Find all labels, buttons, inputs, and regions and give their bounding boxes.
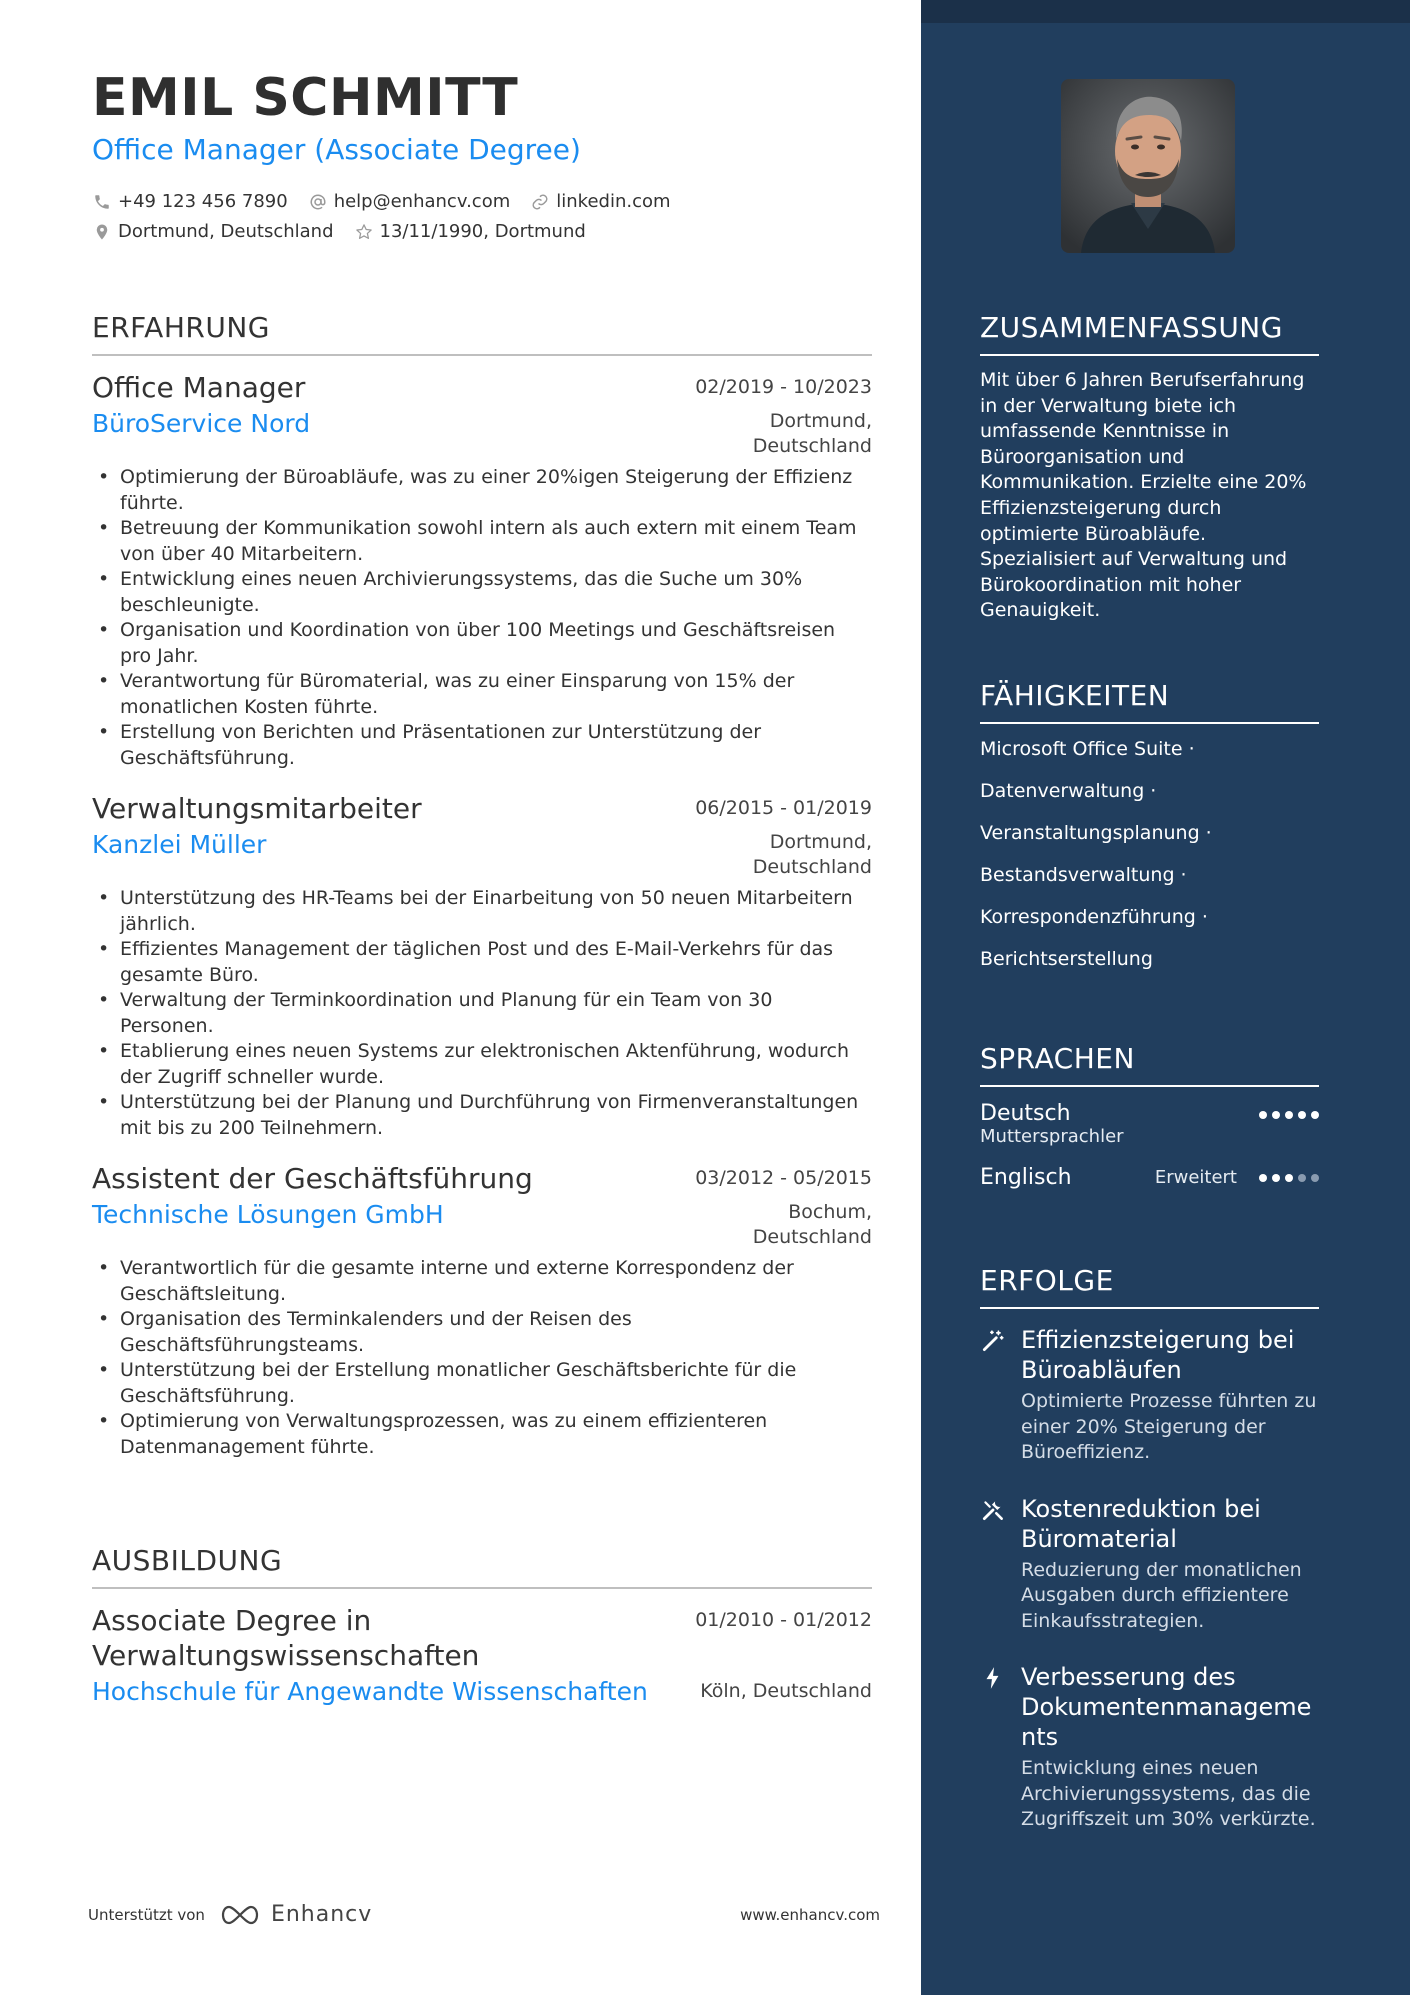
summary-text: Mit über 6 Jahren Berufserfahrung in der Verwaltung biete ich umfassende Kenntnisse in Büroorganisation und Kommunikation. Erzielte eine 20% Effizienzsteigerung durch optimierte Büroabläufe. Spezialisiert auf Verwaltung und Bürokoordination mit hoher Genauigkeit. [980,369,1307,622]
email-text: help@enhancv.com [333,191,511,213]
bullet-item: • Unterstützung bei der Planung und Durchführung von Firmenveranstaltungen mit bis zu 200 Teilnehmern. [92,1090,872,1141]
degree-line-1: Associate Degree in [92,1604,372,1637]
experience-section [92,311,872,1460]
achievements-title: ERFOLGE [980,1264,1319,1309]
job-location-city: Dortmund, [769,410,872,432]
main-column [92,70,872,247]
skill-item: Berichtserstellung [980,948,1153,970]
candidate-title: Office Manager (Associate Degree) [92,133,581,167]
job-company: Kanzlei Müller [92,830,267,859]
bullet-item: • Organisation und Koordination von über 100 Meetings und Geschäftsreisen pro Jahr. [92,618,872,669]
achievements-section [980,1264,1319,1833]
language-item [980,1101,1319,1147]
skill-item: Microsoft Office Suite · [980,738,1195,760]
language-level: Erweitert [1154,1167,1237,1188]
bullet-item: • Erstellung von Berichten und Präsentationen zur Unterstützung der Geschäftsführung. [92,720,872,771]
job-location [753,409,872,459]
job-location [753,830,872,880]
skills-section [980,679,1319,980]
bullet-item: • Entwicklung eines neuen Archivierungssystems, das die Suche um 30% beschleunigte. [92,567,872,618]
skill-item: Veranstaltungsplanung · [980,822,1212,844]
lightning-icon [980,1665,1006,1691]
phone-icon [92,192,112,212]
bullet-item: • Unterstützung des HR-Teams bei der Einarbeitung von 50 neuen Mitarbeitern jährlich. [92,886,872,937]
brand-logo[interactable] [217,1902,372,1927]
linkedin-text: linkedin.com [556,191,671,213]
language-name: Englisch [980,1165,1072,1190]
bullet-item: • Verantwortlich für die gesamte interne und externe Korrespondenz der Geschäftsleitung. [92,1256,872,1307]
email-contact[interactable] [308,191,511,212]
skill-item: Korrespondenzführung · [980,906,1208,928]
bullet-item: • Etablierung eines neuen Systems zur elektronischen Aktenführung, wodurch der Zugriff schneller wurde. [92,1039,872,1090]
job-bullets [92,1256,872,1460]
achievement-title: Verbesserung des Dokumentenmanageme nts [1021,1663,1312,1751]
powered-by [88,1902,372,1927]
sidebar-top-bar [921,0,1410,23]
language-item [980,1165,1319,1190]
location-contact [92,221,334,242]
education-location: Köln, Deutschland [700,1680,872,1702]
rating-dot-empty [1298,1174,1306,1182]
skill-item: Bestandsverwaltung · [980,864,1187,886]
degree-title [92,1603,479,1673]
school-name: Hochschule für Angewandte Wissenschaften [92,1677,648,1706]
powered-by-label: Unterstützt von [88,1905,205,1924]
achievement-desc: Reduzierung der monatlichen Ausgaben durch effizientere Einkaufsstrategien. [1021,1558,1302,1632]
rating-dot-filled [1272,1174,1280,1182]
job-bullets [92,465,872,771]
sidebar [921,0,1410,1995]
magic-wand-icon [980,1328,1006,1354]
job-dates: 03/2012 - 05/2015 [695,1167,872,1189]
achievement-item [980,1325,1319,1466]
bullet-item: • Unterstützung bei der Erstellung monatlicher Geschäftsberichte für die Geschäftsführung. [92,1358,872,1409]
achievement-item [980,1494,1319,1635]
bullet-item: • Optimierung von Verwaltungsprozessen, was zu einem effizienteren Datenmanagement führte. [92,1409,872,1460]
rating-dot-filled [1298,1111,1306,1119]
star-icon [354,222,374,242]
location-pin-icon [92,222,112,242]
linkedin-contact[interactable] [530,191,670,212]
birth-contact [354,221,586,242]
job-location-country: Deutschland [752,435,872,457]
link-icon [530,192,550,212]
education-title: AUSBILDUNG [92,1544,872,1589]
bullet-item: • Effizientes Management der täglichen Post und des E-Mail-Verkehrs für das gesamte Büro. [92,937,872,988]
languages-section [980,1042,1319,1190]
bullet-item: • Betreuung der Kommunikation sowohl intern als auch extern mit einem Team von über 40 Mitarbeitern. [92,516,872,567]
job-dates: 02/2019 - 10/2023 [695,376,872,398]
experience-title: ERFAHRUNG [92,311,872,356]
job-entry [92,370,872,771]
candidate-name: EMIL SCHMITT [92,68,519,128]
rating-dot-filled [1285,1174,1293,1182]
job-location-country: Deutschland [752,856,872,878]
job-location-city: Dortmund, [769,831,872,853]
language-level: Muttersprachler [980,1126,1124,1147]
tools-icon [980,1497,1006,1523]
job-role: Office Manager [92,371,306,404]
rating-dot-empty [1311,1174,1319,1182]
brand-name: Enhancv [270,1902,373,1927]
skill-item: Datenverwaltung · [980,780,1157,802]
job-location [753,1200,872,1250]
achievement-desc: Entwicklung eines neuen Archivierungssystems, das die Zugriffszeit um 30% verkürzte. [1021,1757,1316,1830]
language-rating [1259,1174,1319,1182]
bullet-item: • Organisation des Terminkalenders und der Reisen des Geschäftsführungsteams. [92,1307,872,1358]
infinity-logo-icon [217,1903,263,1927]
birth-text: 13/11/1990, Dortmund [379,221,586,243]
phone-text: +49 123 456 7890 [118,191,288,213]
job-dates: 06/2015 - 01/2019 [695,797,872,819]
job-role: Verwaltungsmitarbeiter [92,792,422,825]
languages-title: SPRACHEN [980,1042,1319,1087]
bullet-item: • Verantwortung für Büromaterial, was zu einer Einsparung von 15% der monatlichen Kosten führte. [92,669,872,720]
contact-info [92,187,872,247]
achievement-item [980,1662,1319,1833]
achievement-title: Kostenreduktion bei Büromaterial [1021,1494,1261,1553]
profile-photo [1061,79,1235,253]
education-entry [92,1603,872,1707]
job-location-city: Bochum, [788,1201,872,1223]
location-text: Dortmund, Deutschland [118,221,334,243]
language-rating [1259,1101,1319,1119]
language-name: Deutsch [980,1101,1071,1126]
job-role: Assistent der Geschäftsführung [92,1162,533,1195]
rating-dot-filled [1259,1174,1267,1182]
rating-dot-filled [1272,1111,1280,1119]
rating-dot-filled [1285,1111,1293,1119]
achievement-title: Effizienzsteigerung bei Büroabläufen [1021,1326,1295,1384]
job-entry [92,1161,872,1460]
website-link[interactable]: www.enhancv.com [740,1905,880,1924]
education-dates: 01/2010 - 01/2012 [695,1609,872,1631]
job-entry [92,791,872,1141]
rating-dot-filled [1259,1111,1267,1119]
summary-title: ZUSAMMENFASSUNG [980,311,1319,356]
skills-title: FÄHIGKEITEN [980,679,1319,724]
bullet-item: • Verwaltung der Terminkoordination und Planung für ein Team von 30 Personen. [92,988,872,1039]
bullet-item: • Optimierung der Büroabläufe, was zu einer 20%igen Steigerung der Effizienz führte. [92,465,872,516]
at-icon [308,192,328,212]
summary-section [980,311,1319,624]
education-section [92,1544,872,1707]
job-bullets [92,886,872,1141]
job-company: BüroService Nord [92,409,311,438]
achievement-desc: Optimierte Prozesse führten zu einer 20% Steigerung der Büroeffizienz. [1021,1390,1317,1463]
phone-contact[interactable] [92,191,288,212]
degree-line-2: Verwaltungswissenschaften [92,1639,480,1672]
rating-dot-filled [1311,1111,1319,1119]
footer [88,1902,880,1927]
job-location-country: Deutschland [752,1226,872,1248]
job-company: Technische Lösungen GmbH [92,1200,444,1229]
